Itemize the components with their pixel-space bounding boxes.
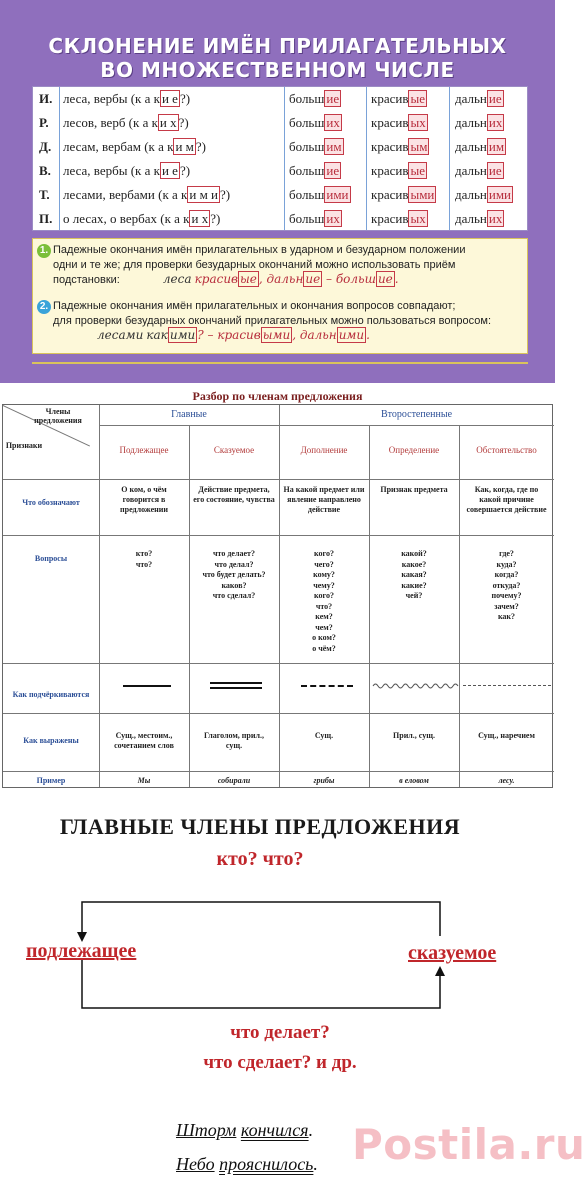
question-item: кого? <box>314 549 334 558</box>
subject-questions: кто? что? <box>216 848 304 870</box>
meaning-cell: Действие предмета, его состояние, чувства <box>193 485 275 504</box>
poster-title: СКЛОНЕНИЕ ИМЁН ПРИЛАГАТЕЛЬНЫХ ВО МНОЖЕСТВЕННОМ ЧИСЛЕ <box>48 34 507 82</box>
poster-heading: ГЛАВНЫЕ ЧЛЕНЫ ПРЕДЛОЖЕНИЯ <box>59 814 461 839</box>
question-item: чего? <box>314 559 334 569</box>
sentence-parts-table <box>0 388 555 793</box>
adjective-2: красив ым <box>371 139 428 154</box>
case-nouns: лесами, вербами (к а к и м и ?) <box>63 187 231 202</box>
question-item: какой? <box>401 549 427 558</box>
adjective-1: больш их <box>289 211 340 226</box>
question-ending: и е <box>161 163 178 178</box>
case-label: Т. <box>39 187 50 202</box>
question-ending: и м <box>175 139 194 154</box>
subject-term: подлежащее <box>26 940 137 962</box>
question-item: чему? <box>313 580 335 590</box>
question-item: куда? <box>496 559 517 569</box>
meaning-cell: На какой предмет или явление направлено действие <box>283 485 365 514</box>
grid-line <box>99 425 554 426</box>
rule-number-badge: 1. <box>37 244 51 258</box>
question-item: кого? <box>314 591 334 600</box>
adjective-1: больш ие <box>289 163 340 178</box>
question-item: какие? <box>401 580 427 590</box>
adjective-2: красив ых <box>371 115 426 130</box>
case-nouns: лесов, верб (к а к и х ?) <box>63 115 189 130</box>
corner-bottom-label: Признаки <box>5 441 43 450</box>
question-item: о чём? <box>312 643 336 653</box>
question-item: когда? <box>494 570 519 579</box>
grid-line <box>3 771 554 772</box>
row-label: Как подчёркиваются <box>12 690 90 699</box>
wavy-underline-sample <box>373 682 457 690</box>
meaning-cell: Признак предмета <box>380 485 448 494</box>
dashed-underline-sample <box>301 685 353 687</box>
case-label: В. <box>39 163 51 178</box>
adjective-1: больш им <box>289 139 342 154</box>
question-item: зачем? <box>494 601 519 611</box>
declension-poster <box>0 0 555 383</box>
question-ending: и м и <box>189 187 218 202</box>
row-label: Вопросы <box>34 554 68 563</box>
example-word: Мы <box>137 776 151 785</box>
question-item: что? <box>315 601 333 611</box>
grid-line <box>3 663 554 664</box>
dash-dot-underline-sample <box>463 685 551 686</box>
watermark: Postila.ru <box>352 1120 585 1169</box>
poster-divider <box>32 362 528 364</box>
column-header: Определение <box>388 445 440 455</box>
expressed-cell: Прил., сущ. <box>393 731 435 740</box>
adjective-2: красив ые <box>371 163 425 178</box>
adjective-1: больш их <box>289 115 340 130</box>
single-underline-sample <box>123 685 171 687</box>
declension-row <box>33 87 527 111</box>
grid-line <box>3 713 554 714</box>
adjective-3: дальн их <box>455 115 503 130</box>
question-item: какая? <box>401 570 427 579</box>
declension-table <box>32 86 528 231</box>
case-label: П. <box>39 211 53 226</box>
meaning-cell: О ком, о чём говорится в предложении <box>120 485 168 514</box>
question-item: чем? <box>315 622 333 632</box>
question-ending: и х <box>191 211 209 226</box>
case-label: И. <box>39 91 53 106</box>
group-secondary: Второстепенные <box>380 409 453 420</box>
rule-2: 2. Падежные окончания имён прилагательных и окончания вопросов совпадают; для проверки безударных окончаний прилагательных можно пользоваться вопросом: лесами как ими ? – красив ыми , дальн ими . <box>37 299 523 343</box>
column-header: Сказуемое <box>213 445 255 455</box>
adjective-3: дальн ие <box>455 163 502 178</box>
predicate-question-2: что сделает? и др. <box>203 1052 357 1073</box>
question-item: кем? <box>315 612 333 621</box>
adjective-2: красив ых <box>371 211 426 226</box>
example-sentence-2: Небо прояснилось. <box>176 1154 318 1174</box>
question-item: что? <box>135 559 153 569</box>
column-header: Подлежащее <box>119 445 169 455</box>
row-label: Пример <box>36 776 66 785</box>
row-label: Что обозначают <box>22 498 80 507</box>
declension-row <box>33 159 527 183</box>
rule-1: 1. Падежные окончания имён прилагательных в ударном и безударном положении одни и те же; для проверки безударных окончаний можно использовать приём подстановки: леса красив ые , дальн ие – больш ие . <box>37 243 523 287</box>
expressed-cell: Сущ. <box>314 731 334 740</box>
question-item: каков? <box>221 580 247 590</box>
table-title: Разбор по членам предложения <box>192 389 363 403</box>
corner-top-label: Члены предложения <box>34 407 82 425</box>
adjective-3: дальн им <box>455 139 505 154</box>
double-underline-sample <box>210 682 262 684</box>
adjective-3: дальн ими <box>455 187 512 202</box>
expressed-cell: Сущ., наречием <box>478 731 535 740</box>
arrow-head-icon <box>435 966 445 976</box>
case-nouns: лесам, вербам (к а к и м ?) <box>63 139 206 154</box>
declension-row <box>33 135 527 159</box>
example-word: собирали <box>217 776 251 785</box>
question-ending: и х <box>159 115 177 130</box>
question-item: чей? <box>405 591 423 600</box>
question-item: что будет делать? <box>202 570 266 579</box>
question-item: где? <box>499 549 514 558</box>
adjective-1: больш ими <box>289 187 349 202</box>
example-sentence-1: Шторм кончился. <box>176 1120 314 1140</box>
column-header: Дополнение <box>300 445 348 455</box>
rule-number-badge: 2. <box>37 300 51 314</box>
predicate-term: сказуемое <box>408 942 497 964</box>
question-item: как? <box>497 612 516 621</box>
declension-row <box>33 183 527 207</box>
case-nouns: леса, вербы (к а к и е ?) <box>63 163 191 178</box>
analysis-grid <box>2 404 553 788</box>
question-ending: и е <box>161 91 178 106</box>
case-nouns: о лесах, о вербах (к а к и х ?) <box>63 211 221 226</box>
declension-row <box>33 111 527 135</box>
expressed-cell: Глаголом, прил., сущ. <box>204 731 264 750</box>
main-parts-poster <box>0 800 585 1187</box>
adjective-1: больш ие <box>289 91 340 106</box>
group-main: Главные <box>171 409 207 420</box>
predicate-question-1: что делает? <box>230 1022 330 1043</box>
adjective-3: дальн ие <box>455 91 502 106</box>
question-item: какое? <box>401 559 427 569</box>
question-item: откуда? <box>492 580 521 590</box>
grid-line <box>3 535 554 536</box>
example-word: лесу. <box>498 776 515 785</box>
example-word: грибы <box>313 776 335 785</box>
double-underline-sample <box>210 687 262 689</box>
question-item: почему? <box>491 591 522 600</box>
case-label: Д. <box>39 139 52 154</box>
question-item: о ком? <box>312 633 336 642</box>
question-item: кто? <box>135 549 153 558</box>
question-item: что делал? <box>214 559 254 569</box>
adjective-3: дальн их <box>455 211 503 226</box>
question-item: что сделал? <box>212 591 256 600</box>
example-word: в еловом <box>399 776 429 785</box>
adjective-2: красив ыми <box>371 187 435 202</box>
row-label: Как выражены <box>23 736 79 745</box>
declension-row <box>33 207 527 231</box>
case-nouns: леса, вербы (к а к и е ?) <box>63 91 191 106</box>
grid-line <box>3 479 554 480</box>
grid-line <box>99 405 100 787</box>
question-item: кому? <box>313 570 335 579</box>
rules-box <box>32 238 528 354</box>
meaning-cell: Как, когда, где по какой причине совершается действие <box>466 485 547 514</box>
adjective-2: красив ые <box>371 91 425 106</box>
expressed-cell: Сущ., местоим., сочетанием слов <box>114 731 174 750</box>
column-header: Обстоятельство <box>476 445 537 455</box>
question-item: что делает? <box>213 549 255 558</box>
case-label: Р. <box>39 115 49 130</box>
